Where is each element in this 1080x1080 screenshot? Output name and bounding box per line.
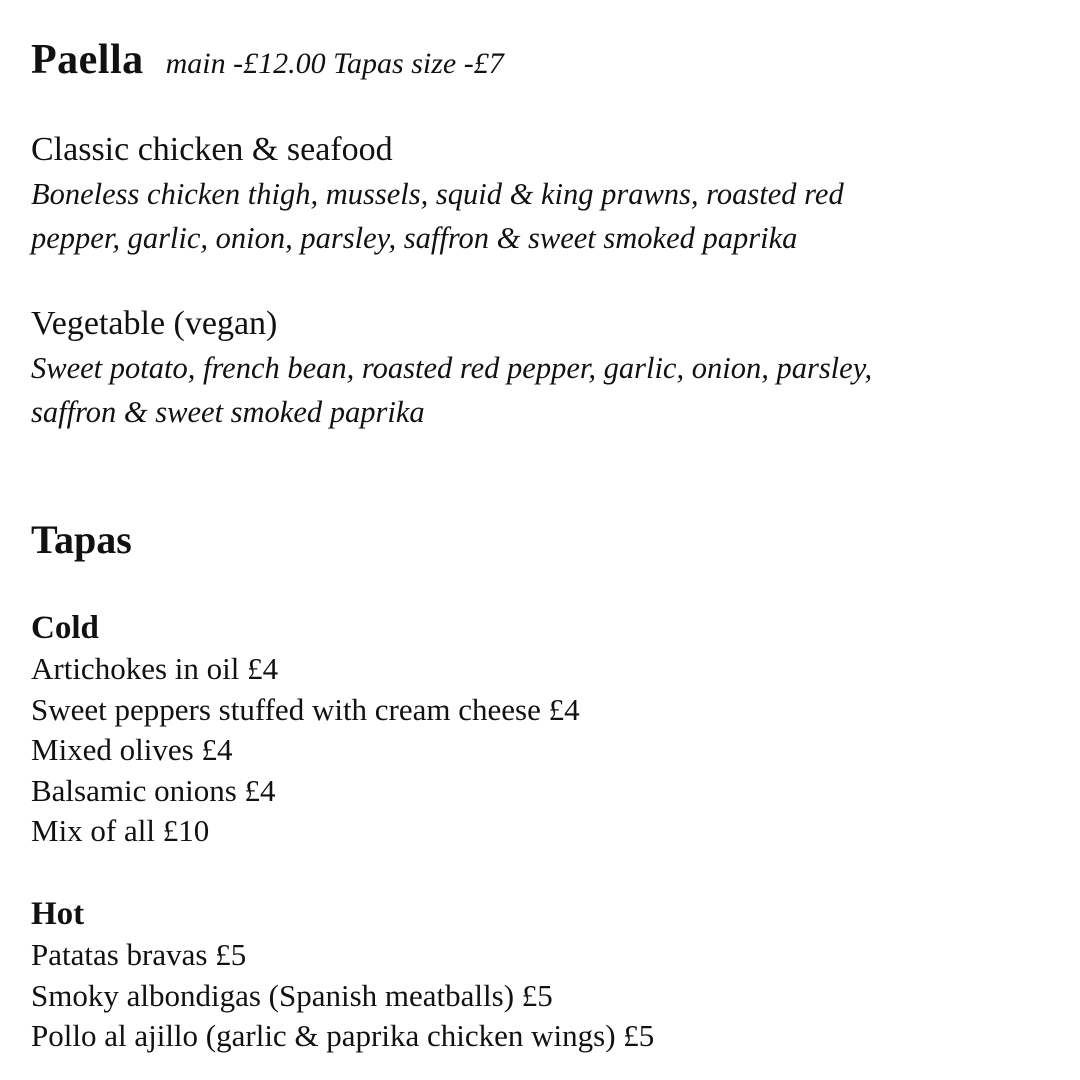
paella-dish-classic	[31, 128, 1031, 260]
paella-price-line: main -£12.00 Tapas size -£7	[165, 47, 504, 80]
dish-description: Boneless chicken thigh, mussels, squid & king prawns, roasted red pepper, garlic, onion, parsley, saffron & sweet smoked paprika	[31, 177, 844, 255]
list-item: Balsamic onions £4	[31, 772, 276, 808]
paella-dish-vegetable	[31, 302, 1031, 434]
cold-title: Cold	[31, 610, 99, 646]
tapas-cold-group	[31, 607, 1031, 852]
paella-header	[31, 36, 504, 93]
tapas-title: Tapas	[31, 517, 132, 562]
list-item: Mix of all £10	[31, 813, 210, 848]
list-item: Mixed olives £4	[31, 732, 233, 767]
list-item: Smoky albondigas (Spanish meatballs) £5	[31, 977, 553, 1013]
list-item: Pollo al ajillo (garlic & paprika chicken wings) £5	[31, 1018, 655, 1053]
dish-name: Vegetable (vegan)	[31, 305, 278, 342]
list-item: Artichokes in oil £4	[31, 651, 279, 686]
hot-item-list	[31, 935, 1031, 1057]
dish-description: Sweet potato, french bean, roasted red pepper, garlic, onion, parsley, saffron & sweet smoked paprika	[31, 351, 873, 429]
hot-title: Hot	[31, 896, 85, 932]
cold-item-list	[31, 649, 1031, 852]
menu-page	[31, 0, 1051, 1080]
tapas-hot-group	[31, 893, 1031, 1057]
list-item: Patatas bravas £5	[31, 937, 247, 972]
list-item: Sweet peppers stuffed with cream cheese £4	[31, 691, 580, 727]
dish-name: Classic chicken & seafood	[31, 131, 393, 168]
paella-title: Paella	[31, 37, 144, 83]
